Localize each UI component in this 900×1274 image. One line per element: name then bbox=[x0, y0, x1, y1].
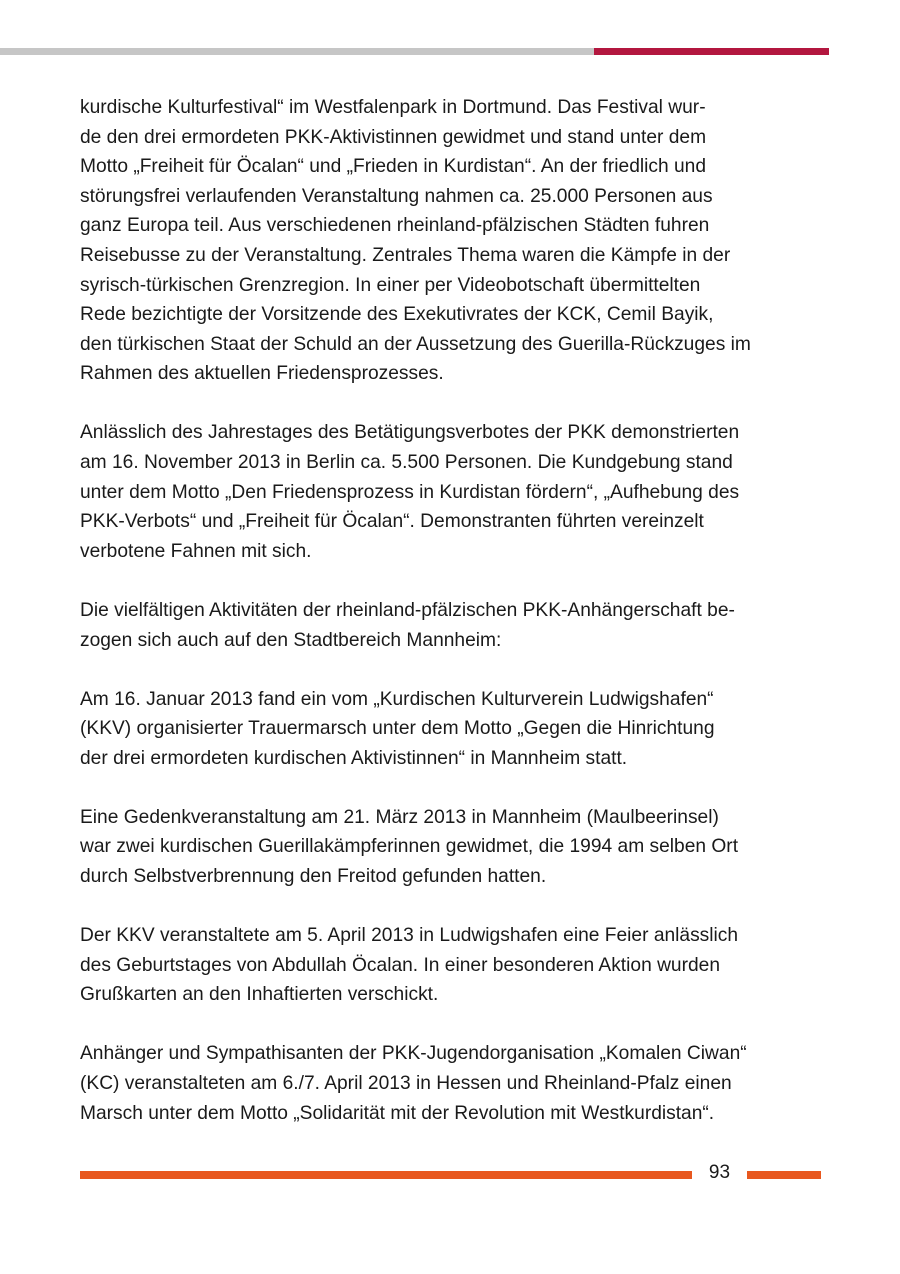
paragraph-berlin-demonstration bbox=[80, 418, 832, 566]
text-line: unter dem Motto „Den Friedensprozess in Kurdistan fördern“, „Aufhebung des bbox=[80, 481, 740, 503]
text-line: (KC) veranstalteten am 6./7. April 2013 in Hessen und Rheinland-Pfalz einen bbox=[80, 1073, 732, 1095]
header-rule-grey bbox=[0, 48, 594, 55]
text-line: Rede bezichtigte der Vorsitzende des Exekutivrates der KCK, Cemil Bayik, bbox=[80, 304, 714, 326]
paragraph-trauermarsch bbox=[80, 685, 832, 774]
text-line: am 16. November 2013 in Berlin ca. 5.500 Personen. Die Kundgebung stand bbox=[80, 452, 733, 474]
footer-rule-left bbox=[80, 1171, 692, 1179]
text-line: störungsfrei verlaufenden Veranstaltung nahmen ca. 25.000 Personen aus bbox=[80, 185, 713, 207]
text-line: Anhänger und Sympathisanten der PKK-Jugendorganisation „Komalen Ciwan“ bbox=[80, 1043, 747, 1065]
text-line: der drei ermordeten kurdischen Aktivistinnen“ in Mannheim statt. bbox=[80, 747, 628, 769]
text-line: Anlässlich des Jahrestages des Betätigungsverbotes der PKK demonstrierten bbox=[80, 422, 740, 444]
text-line: war zwei kurdischen Guerillakämpferinnen gewidmet, die 1994 am selben Ort bbox=[80, 836, 739, 858]
paragraph-gedenkveranstaltung bbox=[80, 803, 832, 892]
footer-rule-right bbox=[747, 1171, 821, 1179]
paragraph-komalen-ciwan-marsch bbox=[80, 1039, 832, 1128]
paragraph-kulturfestival bbox=[80, 93, 832, 389]
text-line: (KKV) organisierter Trauermarsch unter dem Motto „Gegen die Hinrichtung bbox=[80, 718, 715, 740]
page-number: 93 bbox=[708, 1162, 731, 1183]
text-line: Reisebusse zu der Veranstaltung. Zentrales Thema waren die Kämpfe in der bbox=[80, 244, 731, 266]
text-line: Rahmen des aktuellen Friedensprozesses. bbox=[80, 363, 444, 385]
paragraph-geburtstag-feier bbox=[80, 921, 832, 1010]
paragraph-mannheim-intro bbox=[80, 596, 832, 655]
text-line: durch Selbstverbrennung den Freitod gefunden hatten. bbox=[80, 866, 547, 888]
text-line: Der KKV veranstaltete am 5. April 2013 in Ludwigshafen eine Feier anlässlich bbox=[80, 925, 739, 947]
text-line: Eine Gedenkveranstaltung am 21. März 2013 in Mannheim (Maulbeerinsel) bbox=[80, 806, 719, 828]
text-line: ganz Europa teil. Aus verschiedenen rheinland-pfälzischen Städten fuhren bbox=[80, 215, 710, 237]
text-line: Am 16. Januar 2013 fand ein vom „Kurdischen Kulturverein Ludwigshafen“ bbox=[80, 688, 714, 710]
text-line: Motto „Freiheit für Öcalan“ und „Frieden in Kurdistan“. An der friedlich und bbox=[80, 156, 707, 178]
text-line: des Geburtstages von Abdullah Öcalan. In einer besonderen Aktion wurden bbox=[80, 954, 721, 976]
text-line: syrisch-türkischen Grenzregion. In einer per Videobotschaft übermittelten bbox=[80, 274, 701, 296]
text-line: Die vielfältigen Aktivitäten der rheinland-pfälzischen PKK-Anhängerschaft be- bbox=[80, 599, 735, 621]
text-line: PKK-Verbots“ und „Freiheit für Öcalan“. Demonstranten führten vereinzelt bbox=[80, 511, 704, 533]
text-line: Marsch unter dem Motto „Solidarität mit der Revolution mit Westkurdistan“. bbox=[80, 1102, 715, 1124]
header-rule-accent bbox=[594, 48, 829, 55]
body-text bbox=[80, 93, 832, 1158]
text-line: kurdische Kulturfestival“ im Westfalenpark in Dortmund. Das Festival wur- bbox=[80, 97, 706, 118]
text-line: Grußkarten an den Inhaftierten verschickt. bbox=[80, 984, 439, 1006]
text-line: den türkischen Staat der Schuld an der Aussetzung des Guerilla-Rückzuges im bbox=[80, 333, 751, 355]
text-line: de den drei ermordeten PKK-Aktivistinnen gewidmet und stand unter dem bbox=[80, 126, 707, 148]
text-line: verbotene Fahnen mit sich. bbox=[80, 540, 312, 562]
text-line: zogen sich auch auf den Stadtbereich Mannheim: bbox=[80, 629, 502, 651]
